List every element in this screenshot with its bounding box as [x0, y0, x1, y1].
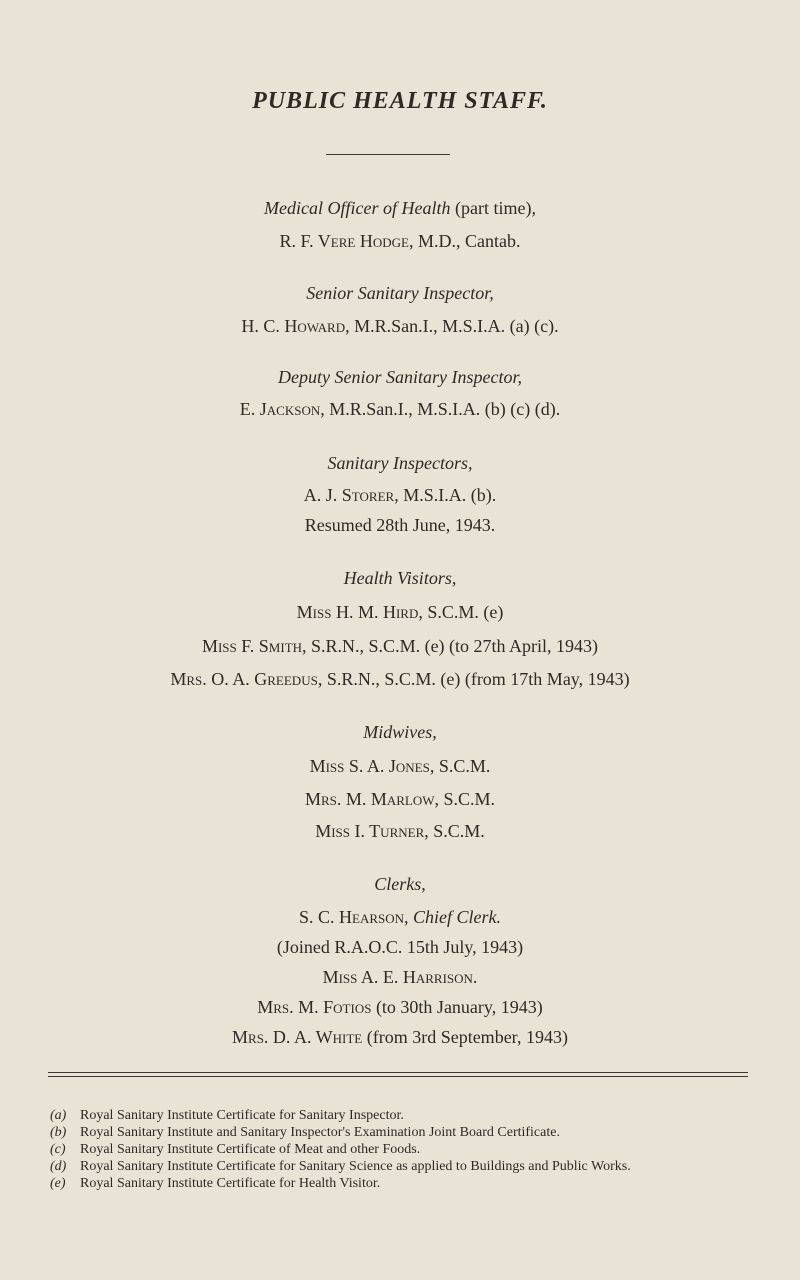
footnote	[50, 1108, 760, 1124]
visitor-name: Mrs. O. A. Greedus	[170, 669, 318, 689]
clerks-heading: Clerks,	[374, 874, 426, 894]
deputy-heading: Deputy Senior Sanitary Inspector,	[278, 367, 522, 387]
midwife-detail: , S.C.M.	[424, 821, 485, 841]
midwife-name: Miss S. A. Jones	[309, 756, 430, 776]
midwives-heading: Midwives,	[363, 722, 437, 742]
clerk-detail: (to 30th January, 1943)	[371, 997, 543, 1017]
chief-clerk-note: (Joined R.A.O.C. 15th July, 1943)	[276, 937, 524, 957]
footnotes	[50, 1108, 760, 1193]
footnote-key: (a)	[50, 1108, 67, 1123]
clerk-name: Mrs. D. A. White	[232, 1027, 363, 1047]
visitor-name: Miss F. Smith	[201, 636, 303, 656]
midwife-detail: , S.C.M.	[434, 789, 496, 809]
footnote-key: (c)	[50, 1142, 66, 1157]
footnote-key: (d)	[50, 1159, 67, 1174]
inspector-name: A. J. Storer	[303, 485, 395, 505]
midwife-name: Miss I. Turner	[315, 821, 425, 841]
moh-entry	[0, 230, 800, 252]
chief-clerk-sep: ,	[404, 907, 414, 927]
inspectors-entry	[0, 484, 800, 506]
clerk-entry	[0, 996, 800, 1018]
chief-clerk-entry	[0, 906, 800, 928]
visitor-entry	[0, 601, 800, 623]
moh-name: R. F. Vere Hodge	[279, 231, 409, 251]
clerk-detail: .	[472, 967, 478, 987]
visitor-detail: , S.R.N., S.C.M. (e) (from 17th May, 1943)	[317, 669, 630, 689]
page-title: PUBLIC HEALTH STAFF.	[252, 88, 548, 114]
visitor-entry	[0, 635, 800, 657]
footnote-text: Royal Sanitary Institute Certificate for Health Visitor.	[80, 1176, 381, 1191]
footnote-text: Royal Sanitary Institute Certificate for Sanitary Science as applied to Buildings and Public Works.	[80, 1159, 631, 1174]
clerk-name: Mrs. M. Fotios	[257, 997, 372, 1017]
visitor-name: Miss H. M. Hird	[296, 602, 419, 622]
clerk-entry	[0, 966, 800, 988]
visitor-entry	[0, 668, 800, 690]
chief-clerk-name: S. C. Hearson	[298, 907, 405, 927]
midwife-name: Mrs. M. Marlow	[304, 789, 435, 809]
title-divider	[326, 154, 450, 155]
inspectors-note: Resumed 28th June, 1943.	[304, 515, 496, 535]
moh-heading-suffix: (part time),	[450, 198, 536, 218]
footnote	[50, 1142, 760, 1158]
footnote-text: Royal Sanitary Institute Certificate of Meat and other Foods.	[80, 1142, 421, 1157]
senior-heading: Senior Sanitary Inspector,	[306, 283, 494, 303]
footnote-divider	[48, 1072, 748, 1077]
inspectors-heading: Sanitary Inspectors,	[327, 453, 473, 473]
inspector-detail: , M.S.I.A. (b).	[394, 485, 497, 505]
senior-name: H. C. Howard	[241, 316, 346, 336]
footnote-text: Royal Sanitary Institute Certificate for Sanitary Inspector.	[80, 1108, 404, 1123]
clerk-entry	[0, 1026, 800, 1048]
visitor-detail: , S.R.N., S.C.M. (e) (to 27th April, 1943)	[302, 636, 599, 656]
midwife-entry	[0, 755, 800, 777]
footnote	[50, 1159, 760, 1175]
moh-detail: , M.D., Cantab.	[408, 231, 521, 251]
deputy-entry	[0, 398, 800, 420]
midwife-detail: , S.C.M.	[429, 756, 491, 776]
moh-heading-line	[0, 197, 800, 219]
senior-detail: , M.R.San.I., M.S.I.A. (a) (c).	[345, 316, 559, 336]
visitors-heading: Health Visitors,	[343, 568, 457, 588]
visitor-detail: , S.C.M. (e)	[418, 602, 504, 622]
moh-heading: Medical Officer of Health	[264, 198, 451, 218]
clerk-name: Miss A. E. Harrison	[322, 967, 473, 987]
footnote-key: (b)	[50, 1125, 67, 1140]
midwife-entry	[0, 820, 800, 842]
deputy-detail: , M.R.San.I., M.S.I.A. (b) (c) (d).	[320, 399, 561, 419]
footnote	[50, 1176, 760, 1192]
footnote	[50, 1125, 760, 1141]
senior-entry	[0, 315, 800, 337]
footnote-key: (e)	[50, 1176, 66, 1191]
midwife-entry	[0, 788, 800, 810]
clerk-detail: (from 3rd September, 1943)	[362, 1027, 568, 1047]
chief-clerk-title: Chief Clerk.	[413, 907, 502, 927]
deputy-name: E. Jackson	[239, 399, 321, 419]
footnote-text: Royal Sanitary Institute and Sanitary Inspector's Examination Joint Board Certificate.	[80, 1125, 560, 1140]
